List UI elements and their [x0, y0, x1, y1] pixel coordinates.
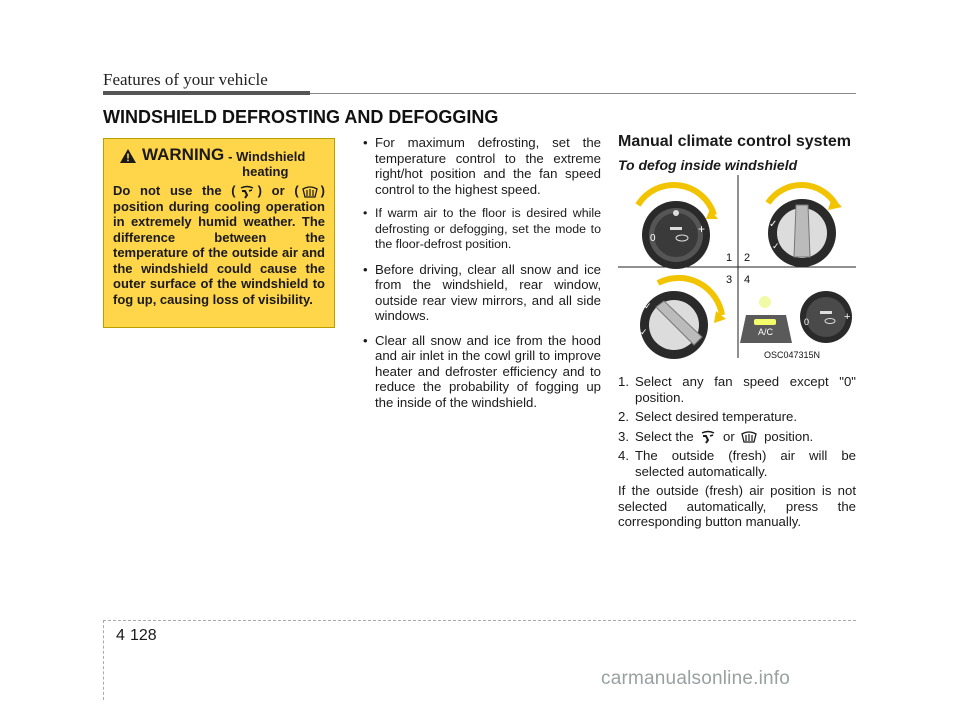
- floor-defrost-icon: [238, 185, 256, 199]
- step-number: 4.: [618, 448, 629, 464]
- watermark: carmanualsonline.info: [601, 668, 791, 689]
- climate-control-figure: [618, 175, 856, 365]
- warning-box: [103, 138, 335, 328]
- mode-mark: ✓: [640, 327, 648, 337]
- ac-label: A/C: [758, 327, 774, 337]
- panel-label-2: 2: [744, 252, 751, 264]
- floor-defrost-icon: [699, 430, 717, 444]
- step-item: [618, 374, 856, 405]
- knob-zero-label: 0: [650, 233, 656, 244]
- knob-zero-label: 0: [804, 317, 810, 327]
- mode-mark: ✓: [769, 219, 778, 230]
- step-number: 1.: [618, 374, 629, 389]
- warning-text-mid: ) or (: [257, 183, 299, 198]
- figure-code: OSC047315N: [764, 350, 821, 360]
- step-number: 3.: [618, 428, 629, 444]
- mode-mark: ✓: [772, 241, 780, 251]
- defrost-icon: [740, 430, 758, 444]
- header-rule-thin: [310, 93, 856, 94]
- chapter-number: 4: [116, 627, 125, 644]
- warning-text-end: ) position during cooling operation in extremely humid weather. The difference between the temperature of the outside air and the windshield could cause the outer surface of the windshield to fog up, causing loss of visibility.: [113, 183, 326, 307]
- fan-knob-small: [800, 291, 852, 343]
- step-item: [618, 409, 856, 425]
- section-title: WINDSHIELD DEFROSTING AND DEFOGGING: [103, 107, 499, 127]
- panel-label-3: 3: [726, 274, 733, 286]
- page-number: 128: [130, 627, 157, 644]
- warning-subtitle-line2: heating: [242, 164, 289, 179]
- defrost-icon: [301, 185, 319, 199]
- step-item: [618, 448, 856, 479]
- header-rule-thick: [103, 91, 310, 95]
- warning-label: WARNING: [142, 145, 225, 164]
- manual-climate-section: [618, 133, 856, 173]
- bullet-item: • For maximum defrosting, set the temperature control to the extreme right/hot position and the fan speed control to the highest speed.: [361, 135, 601, 197]
- footer-vertical-rule: [103, 620, 104, 700]
- bullet-item: • If warm air to the floor is desired while defrosting or defogging, set the mode to the floor-defrost position.: [361, 206, 601, 253]
- step-text-mid: or: [723, 428, 735, 444]
- step-text-end: position.: [764, 428, 814, 444]
- step-text: Select any fan speed except "0" position.: [635, 374, 856, 405]
- defog-steps: [618, 374, 856, 530]
- warning-triangle-icon: [119, 148, 137, 164]
- warning-text-start: Do not use the (: [113, 183, 236, 198]
- step-number: 2.: [618, 409, 629, 424]
- panel-label-1: 1: [726, 252, 733, 264]
- step-text-start: Select the: [635, 428, 694, 444]
- warning-text: [113, 183, 325, 307]
- mode-mark: ✓: [644, 301, 652, 311]
- manual-note: If the outside (fresh) air position is not selected automatically, press the corresponding button manually.: [618, 483, 856, 530]
- panel-label-4: 4: [744, 274, 751, 286]
- step-item: [618, 429, 856, 445]
- footer-rule: [103, 620, 856, 621]
- defrost-tips: [361, 135, 601, 419]
- running-header: Features of your vehicle: [103, 70, 268, 89]
- manual-climate-heading: Manual climate control system: [618, 133, 851, 150]
- warning-header: [119, 145, 325, 179]
- warning-subtitle: [228, 149, 305, 179]
- defog-subheading: To defog inside windshield: [618, 157, 798, 173]
- knob-plus-label: +: [698, 222, 706, 236]
- step-text: Select desired temperature.: [635, 409, 797, 424]
- bullet-item: • Clear all snow and ice from the hood and air inlet in the cowl grill to improve heater and defroster efficiency and to reduce the probability of fogging up the inside of the windshield.: [361, 333, 601, 411]
- bullet-item: • Before driving, clear all snow and ice from the windshield, rear window, outside rear view mirrors, and all side windows.: [361, 262, 601, 324]
- warning-subtitle-line1: - Windshield: [228, 149, 306, 164]
- step-text: [635, 429, 856, 445]
- knob-plus-label: +: [844, 311, 851, 323]
- step-text: The outside (fresh) air will be selected automatically.: [635, 448, 856, 479]
